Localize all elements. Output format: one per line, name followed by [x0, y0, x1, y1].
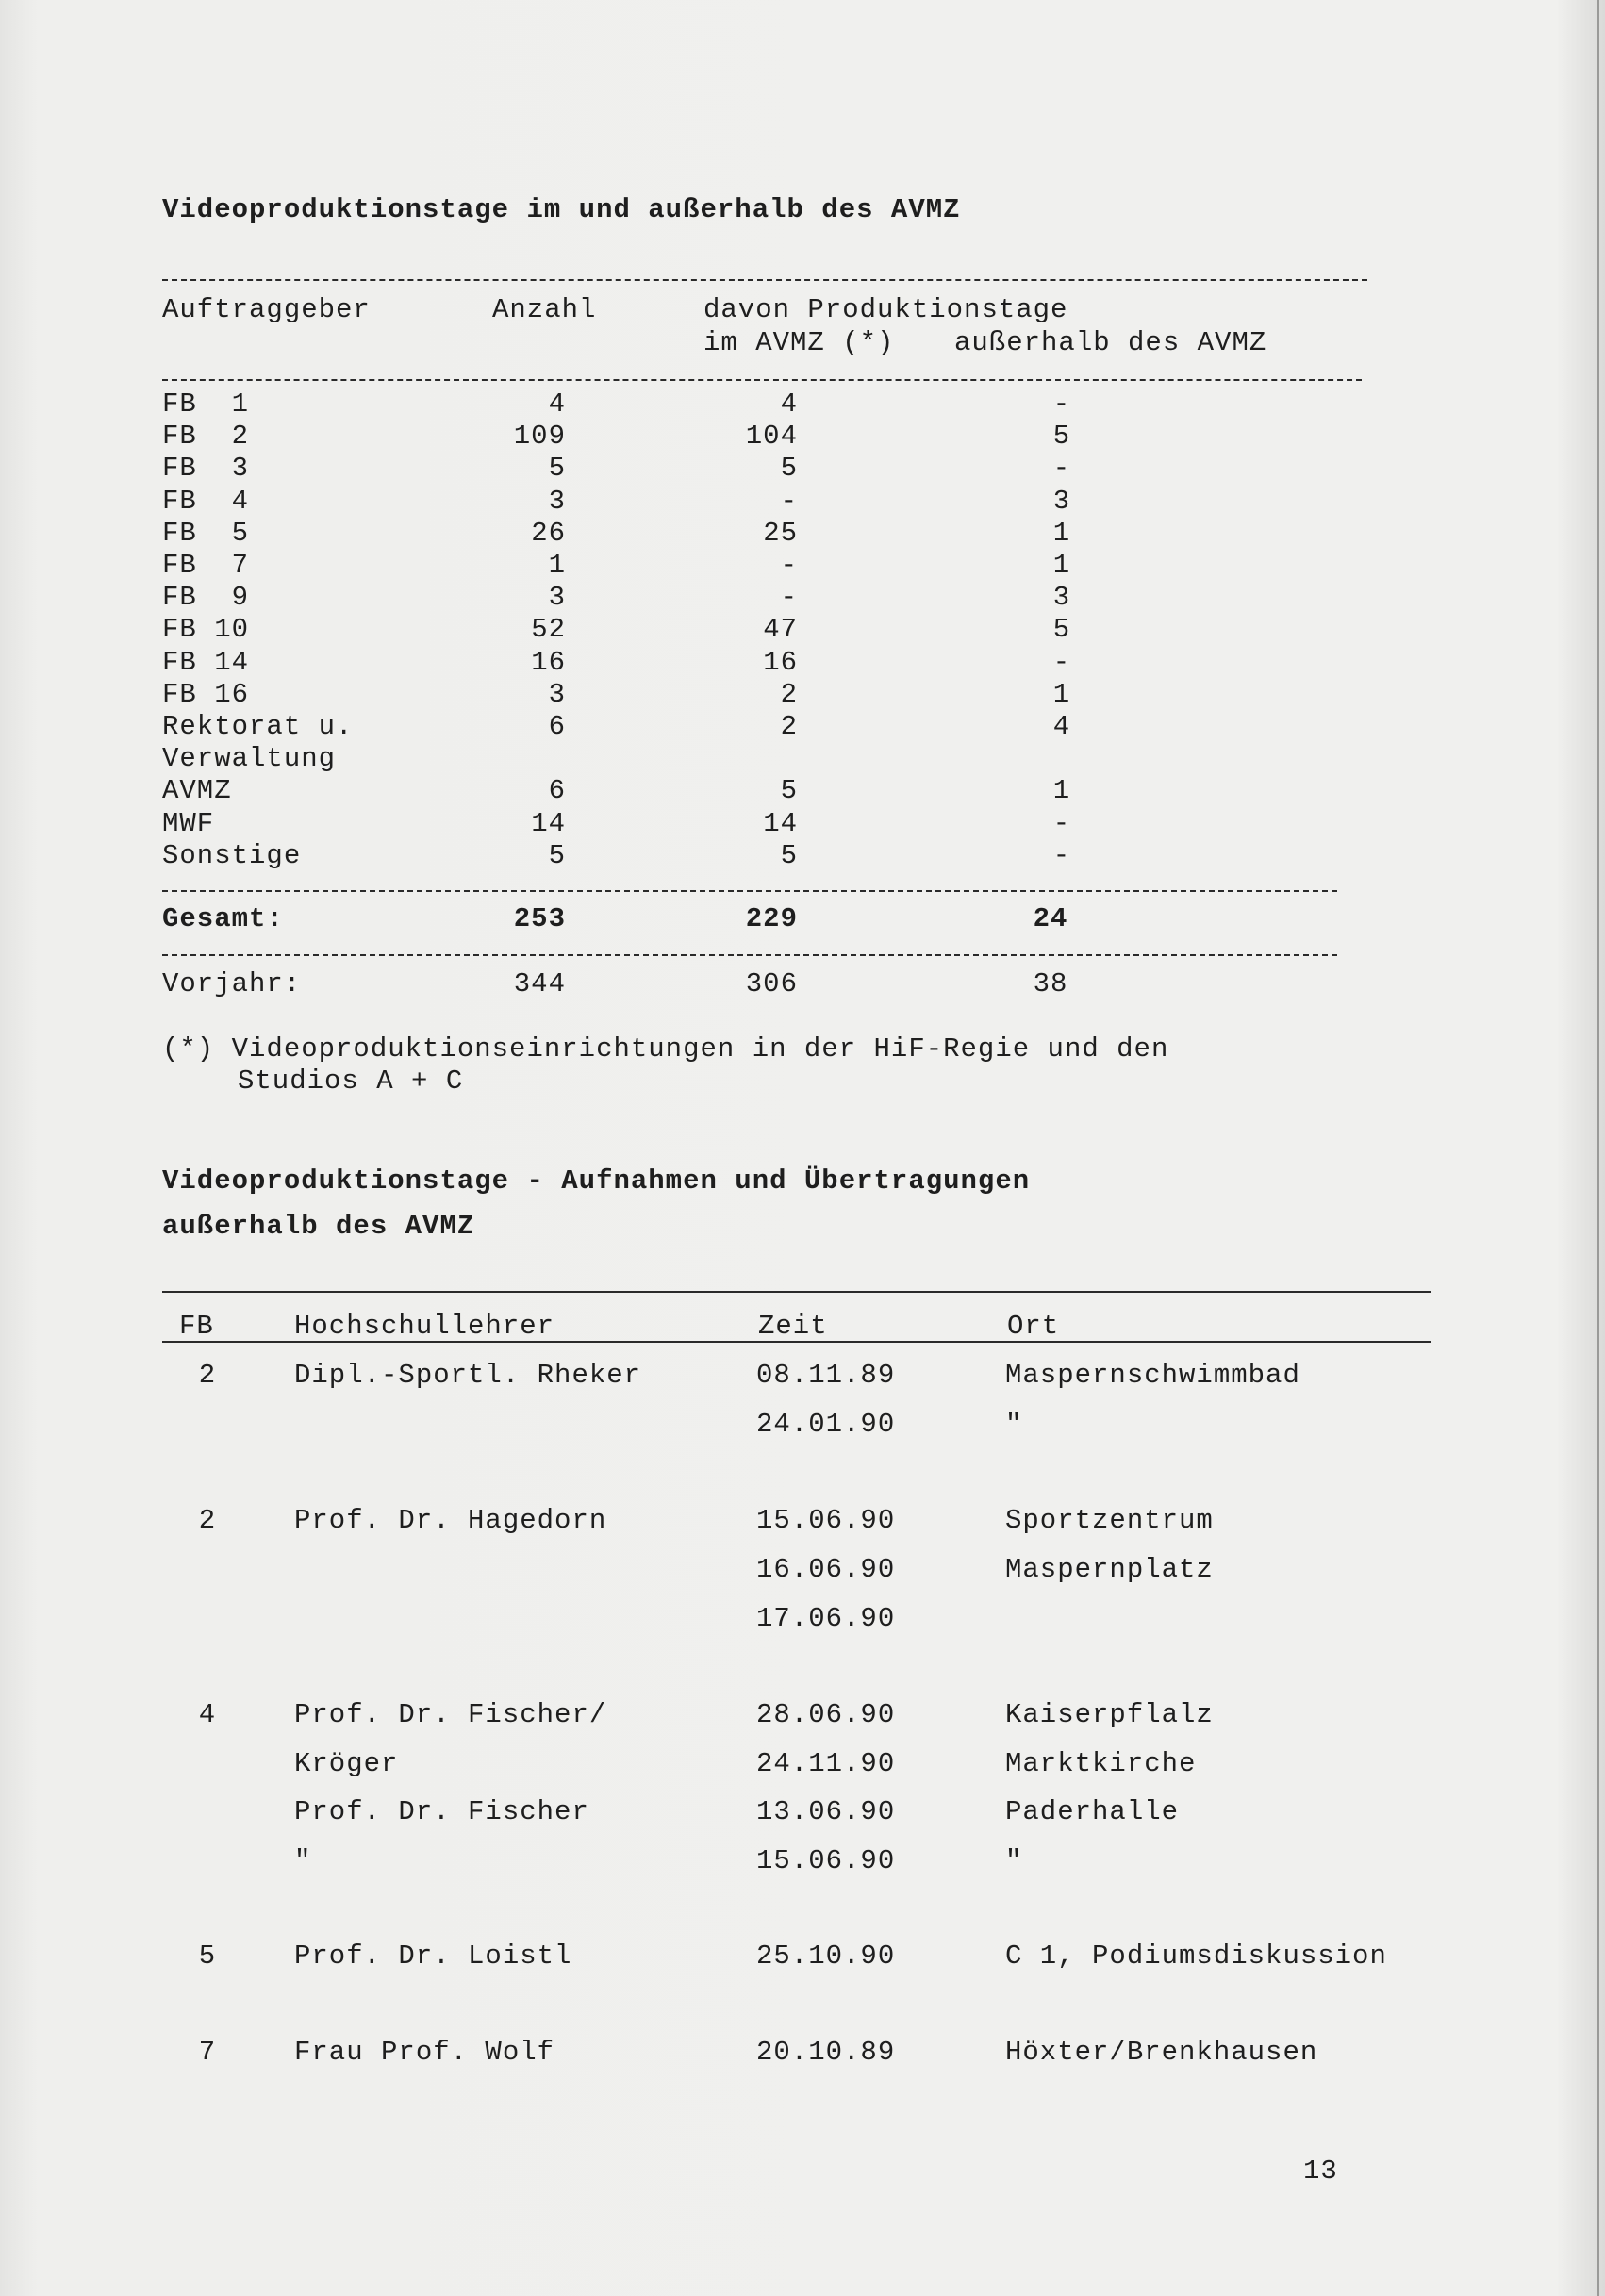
table2-cell-place: Höxter/Brenkhausen	[1005, 2037, 1318, 2068]
table2-header-place: Ort	[1007, 1311, 1060, 1342]
table1-total-label: Gesamt:	[162, 903, 284, 934]
table2-cell-time: 20.10.89	[756, 2037, 896, 2068]
table2-cell-place: Marktkirche	[1005, 1748, 1197, 1779]
table1-previous-outside: 38	[1033, 968, 1068, 999]
table1-cell-client: Sonstige	[162, 840, 302, 871]
table1-total-count: 253	[513, 903, 566, 934]
table1-cell-count: 6	[548, 775, 566, 806]
table1-cell-inside: 2	[780, 679, 798, 710]
table1-cell-count: 3	[548, 486, 566, 517]
table2-cell-fb: 2	[198, 1505, 217, 1536]
table2-cell-teacher: Frau Prof. Wolf	[294, 2037, 555, 2068]
table1-cell-outside: -	[1052, 388, 1071, 420]
page-number: 13	[1303, 2156, 1338, 2187]
table1-cell-client: FB 5	[162, 518, 250, 549]
table1-cell-count: 6	[548, 711, 566, 742]
table1-cell-inside: 5	[780, 775, 798, 806]
table1-title: Videoproduktionstage im und außerhalb des AVMZ	[162, 194, 961, 225]
table1-cell-count: 3	[548, 582, 566, 613]
table2-header-fb: FB	[179, 1311, 214, 1342]
table1-total-outside: 24	[1033, 903, 1068, 934]
table1-previous-label: Vorjahr:	[162, 968, 302, 999]
table1-cell-inside: 5	[780, 840, 798, 871]
table2-cell-fb: 2	[198, 1360, 217, 1391]
table1-cell-client: Rektorat u.	[162, 711, 354, 742]
table2-cell-time: 15.06.90	[756, 1505, 896, 1536]
table1-cell-inside: 16	[763, 647, 798, 678]
table2-cell-teacher: Kröger	[294, 1748, 399, 1779]
table1-cell-inside: -	[780, 582, 798, 613]
table1-cell-client: FB 14	[162, 647, 250, 678]
table1-cell-outside: 5	[1052, 421, 1071, 452]
table1-cell-outside: 1	[1052, 679, 1071, 710]
table2-cell-time: 15.06.90	[756, 1845, 896, 1876]
table1-header-outside: außerhalb des AVMZ	[954, 327, 1267, 358]
table1-previous-count: 344	[513, 968, 566, 999]
table1-cell-count: 5	[548, 840, 566, 871]
table2-cell-fb: 7	[198, 2037, 217, 2068]
table1-cell-outside: -	[1052, 647, 1071, 678]
table2-cell-fb: 5	[198, 1941, 217, 1972]
table2-cell-time: 08.11.89	[756, 1360, 896, 1391]
table2-cell-time: 13.06.90	[756, 1796, 896, 1827]
table2-cell-time: 25.10.90	[756, 1941, 896, 1972]
table2-cell-fb: 4	[198, 1699, 217, 1730]
table2-cell-teacher: Prof. Dr. Fischer/	[294, 1699, 607, 1730]
table1-cell-client: MWF	[162, 808, 215, 839]
table1-cell-count: 26	[531, 518, 566, 549]
table1-cell-count: 109	[513, 421, 566, 452]
table2-title-line1: Videoproduktionstage - Aufnahmen und Übertragungen	[162, 1165, 1031, 1197]
table1-cell-client: FB 16	[162, 679, 250, 710]
table1-cell-inside: 4	[780, 388, 798, 420]
table1-footnote-line1: (*) Videoproduktionseinrichtungen in der HiF-Regie und den	[162, 1033, 1169, 1065]
table1-cell-inside: 47	[763, 614, 798, 645]
table1-cell-count: 14	[531, 808, 566, 839]
table1-cell-count: 1	[548, 550, 566, 581]
table1-cell-count: 5	[548, 453, 566, 484]
table1-cell-outside: -	[1052, 808, 1071, 839]
table1-cell-outside: 5	[1052, 614, 1071, 645]
table1-header-client: Auftraggeber	[162, 294, 371, 325]
table2-cell-place: "	[1005, 1409, 1023, 1440]
table2-top-rule	[162, 1291, 1431, 1293]
table1-cell-inside: -	[780, 486, 798, 517]
table2-cell-teacher: "	[294, 1845, 312, 1876]
table2-cell-teacher: Prof. Dr. Hagedorn	[294, 1505, 607, 1536]
table1-cell-outside: 1	[1052, 518, 1071, 549]
table1-cell-inside: 14	[763, 808, 798, 839]
table2-cell-time: 24.01.90	[756, 1409, 896, 1440]
table2-cell-teacher: Prof. Dr. Loistl	[294, 1941, 572, 1972]
table2-cell-place: "	[1005, 1845, 1023, 1876]
page-edge-shadow	[1597, 0, 1599, 2296]
table1-previous-divider	[162, 954, 1337, 956]
table1-top-divider	[162, 279, 1367, 281]
table1-cell-inside: -	[780, 550, 798, 581]
table2-header-teacher: Hochschullehrer	[294, 1311, 555, 1342]
table1-total-inside: 229	[745, 903, 798, 934]
table1-cell-inside: 2	[780, 711, 798, 742]
table1-cell-client: FB 9	[162, 582, 250, 613]
table2-header-rule	[162, 1341, 1431, 1343]
table1-header-inside: im AVMZ (*)	[703, 327, 895, 358]
table1-header-group: davon Produktionstage	[703, 294, 1068, 325]
table1-header-count: Anzahl	[492, 294, 597, 325]
table1-cell-outside: -	[1052, 840, 1071, 871]
table2-title-line2: außerhalb des AVMZ	[162, 1211, 475, 1242]
table1-cell-count: 4	[548, 388, 566, 420]
table2-cell-place: Maspernschwimmbad	[1005, 1360, 1300, 1391]
table1-cell-client: FB 3	[162, 453, 250, 484]
table1-cell-count: 16	[531, 647, 566, 678]
table1-cell-outside: 3	[1052, 582, 1071, 613]
table1-cell-outside: 3	[1052, 486, 1071, 517]
table1-cell-client: AVMZ	[162, 775, 232, 806]
table1-cell-count: 3	[548, 679, 566, 710]
table1-cell-client: FB 10	[162, 614, 250, 645]
table1-cell-outside: 1	[1052, 775, 1071, 806]
table2-cell-time: 16.06.90	[756, 1554, 896, 1585]
table2-cell-time: 17.06.90	[756, 1603, 896, 1634]
table1-cell-client: FB 4	[162, 486, 250, 517]
table2-cell-teacher: Dipl.-Sportl. Rheker	[294, 1360, 642, 1391]
table1-cell-inside: 104	[745, 421, 798, 452]
table2-cell-time: 24.11.90	[756, 1748, 896, 1779]
table2-header-time: Zeit	[758, 1311, 828, 1342]
table1-cell-outside: 1	[1052, 550, 1071, 581]
table1-cell-inside: 5	[780, 453, 798, 484]
table1-footnote-line2: Studios A + C	[238, 1065, 464, 1097]
table2-cell-place: Kaiserpflalz	[1005, 1699, 1214, 1730]
table1-cell-client: FB 1	[162, 388, 250, 420]
table2-cell-time: 28.06.90	[756, 1699, 896, 1730]
table2-cell-teacher: Prof. Dr. Fischer	[294, 1796, 589, 1827]
table1-header-divider	[162, 379, 1362, 381]
table2-cell-place: Paderhalle	[1005, 1796, 1180, 1827]
table1-cell-inside: 25	[763, 518, 798, 549]
table1-cell-client: FB 7	[162, 550, 250, 581]
table1-cell-client: Verwaltung	[162, 743, 337, 774]
table1-previous-inside: 306	[745, 968, 798, 999]
table1-cell-outside: -	[1052, 453, 1071, 484]
table1-cell-outside: 4	[1052, 711, 1071, 742]
table2-cell-place: Maspernplatz	[1005, 1554, 1214, 1585]
table1-total-divider	[162, 890, 1337, 892]
table2-cell-place: C 1, Podiumsdiskussion	[1005, 1941, 1387, 1972]
table2-cell-place: Sportzentrum	[1005, 1505, 1214, 1536]
table1-cell-count: 52	[531, 614, 566, 645]
table1-cell-client: FB 2	[162, 421, 250, 452]
